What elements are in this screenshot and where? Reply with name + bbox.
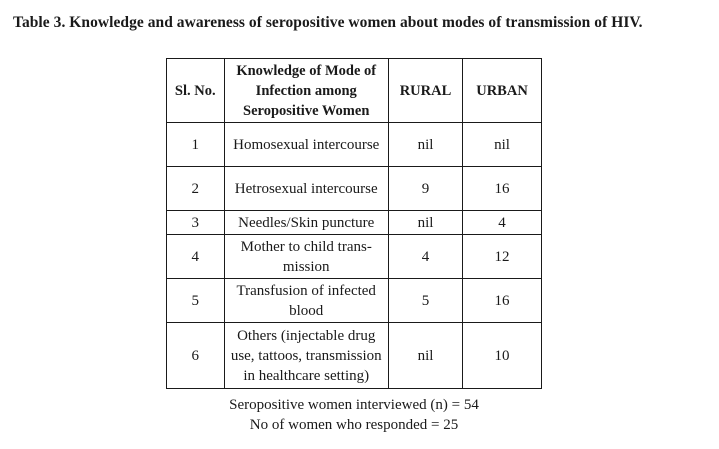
cell-rural: nil: [388, 211, 462, 235]
cell-urban: 4: [463, 211, 542, 235]
header-sl-no: Sl. No.: [167, 59, 225, 123]
header-knowledge: Knowledge of Mode of Infection among Seropositive Women: [224, 59, 388, 123]
cell-rural: 9: [388, 167, 462, 211]
cell-rural: nil: [388, 323, 462, 389]
table-row: [167, 211, 542, 235]
table-caption: Table 3. Knowledge and awareness of seropositive women about modes of transmission of HIV.: [13, 14, 643, 31]
cell-sl-no: 4: [167, 235, 225, 279]
cell-rural: 5: [388, 279, 462, 323]
table-row: [167, 235, 542, 279]
table-row: [167, 323, 542, 389]
cell-sl-no: 2: [167, 167, 225, 211]
header-urban: URBAN: [463, 59, 542, 123]
cell-mode: Needles/Skin puncture: [224, 211, 388, 235]
cell-urban: 16: [463, 167, 542, 211]
cell-urban: 16: [463, 279, 542, 323]
table-row: [167, 167, 542, 211]
cell-mode: Hetrosexual intercourse: [224, 167, 388, 211]
cell-mode: Mother to child trans-mission: [224, 235, 388, 279]
transmission-knowledge-table: [166, 58, 542, 389]
cell-mode: Homosexual intercourse: [224, 123, 388, 167]
cell-mode: Others (injectable drug use, tattoos, transmission in healthcare setting): [224, 323, 388, 389]
cell-sl-no: 3: [167, 211, 225, 235]
table-row: [167, 123, 542, 167]
note-responded: No of women who responded = 25: [249, 417, 459, 433]
cell-rural: nil: [388, 123, 462, 167]
cell-mode: Transfusion of infected blood: [224, 279, 388, 323]
cell-sl-no: 5: [167, 279, 225, 323]
cell-rural: 4: [388, 235, 462, 279]
cell-sl-no: 1: [167, 123, 225, 167]
table-header-row: [167, 59, 542, 123]
table-row: [167, 279, 542, 323]
cell-urban: nil: [463, 123, 542, 167]
note-interviewed: Seropositive women interviewed (n) = 54: [229, 397, 479, 413]
cell-urban: 10: [463, 323, 542, 389]
cell-urban: 12: [463, 235, 542, 279]
header-rural: RURAL: [388, 59, 462, 123]
cell-sl-no: 6: [167, 323, 225, 389]
